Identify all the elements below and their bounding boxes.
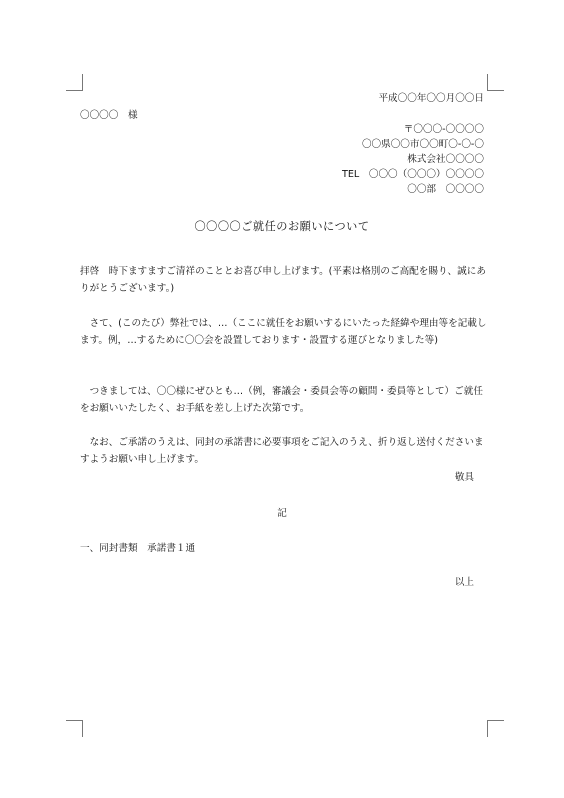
paragraph-request: [80, 383, 490, 417]
letter-date: 平成〇〇年〇〇月〇〇日: [378, 93, 484, 104]
paragraph-greeting: [80, 263, 490, 297]
crop-mark-top-left: [66, 74, 83, 91]
crop-mark-bottom-right: [487, 720, 504, 737]
sender-company: 株式会社〇〇〇〇: [407, 154, 484, 165]
closing-keigu: 敬具: [454, 472, 474, 483]
paragraph-text: なお、ご承諾のうえは、同封の承諾書に必要事項をご記入のうえ、折り返し送付くださいますようお願い申し上げます。: [80, 437, 484, 465]
sender-tel: TEL 〇〇〇（〇〇〇）〇〇〇〇: [342, 169, 484, 180]
sender-address: 〇〇県〇〇市〇〇町〇-〇-〇: [361, 139, 484, 150]
letter-title: 〇〇〇〇ご就任のお願いについて: [194, 220, 370, 233]
paragraph-text: さて、(このたび）弊社では、…（ここに就任をお願いするにいたった経緯や理由等を記載します。例，…するために〇〇会を設置しております・設置する運びとなりました等): [80, 318, 487, 346]
crop-mark-top-right: [487, 74, 504, 91]
paragraph-background: [80, 315, 490, 349]
end-ijou: 以上: [454, 577, 474, 588]
crop-mark-bottom-left: [66, 720, 83, 737]
ki-heading: 記: [277, 508, 287, 519]
sender-department: 〇〇部 〇〇〇〇: [407, 184, 484, 195]
enclosure-line: 一、同封書類 承諾書１通: [80, 543, 196, 554]
paragraph-text: つきましては、〇〇様にぜひとも…（例，審議会・委員会等の顧問・委員等として）ご就任をお願いいたしたく、お手紙を差し上げた次第です。: [80, 386, 483, 414]
recipient-name: 〇〇〇〇 様: [80, 110, 138, 121]
sender-postal-code: 〒〇〇〇-〇〇〇〇: [403, 124, 484, 135]
paragraph-text: 拝啓 時下ますますご清祥のこととお喜び申し上げます。(平素は格別のご高配を賜り、誠にありがとうございます。): [80, 266, 486, 294]
paragraph-instructions: [80, 434, 490, 468]
